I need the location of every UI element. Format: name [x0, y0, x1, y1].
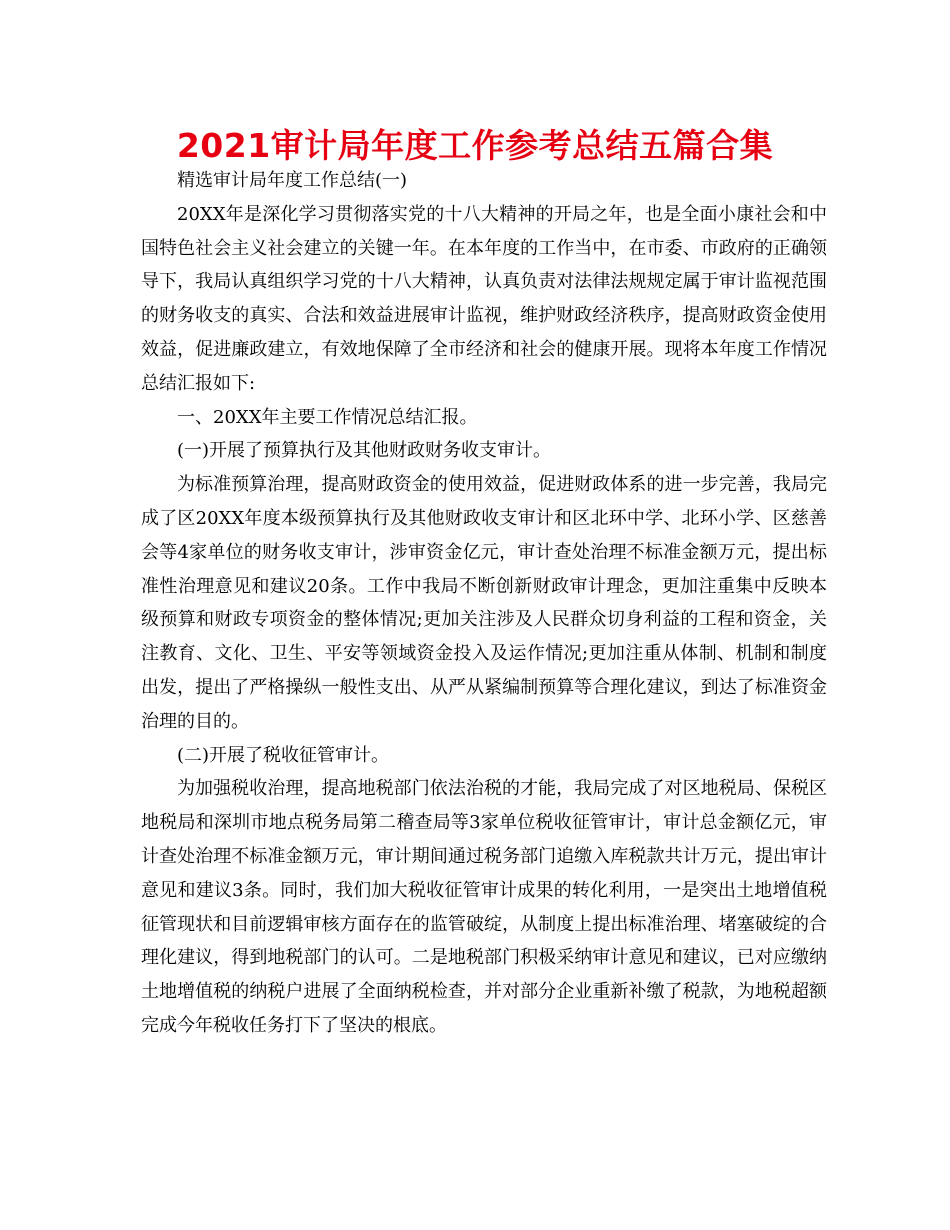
paragraph-subheading-2: (二)开展了税收征管审计。	[177, 744, 390, 766]
paragraph-subtitle: 精选审计局年度工作总结(一)	[177, 170, 408, 191]
paragraph-budget-audit: 为标准预算治理，提高财政资金的使用效益，促进财政体系的进一步完善，我局完成了区20XX年度本级预算执行及其他财政收支审计和区北环中学、北环小学、区慈善会等4家单位的财务收支审计，涉审资金亿元，审计查处治理不标准金额万元，提出标准性治理意见和建议20条。工作中我局不断创新财政审计理念，更加注重集中反映本级预算和财政专项资金的整体情况;更加关注涉及人民群众切身利益的工程和资金，关注教育、文化、卫生、平安等领域资金投入及运作情况;更加注重从体制、机制和制度出发，提出了严格操纵一般性支出、从严从紧编制预算等合理化建议，到达了标准资金治理的目的。	[141, 474, 827, 732]
paragraph-subheading-1: (一)开展了预算执行及其他财政财务收支审计。	[177, 440, 552, 462]
paragraph-section-heading: 一、20XX年主要工作情况总结汇报。	[177, 406, 478, 428]
paragraph-tax-audit: 为加强税收治理，提高地税部门依法治税的才能，我局完成了对区地税局、保税区地税局和深圳市地点税务局第二稽查局等3家单位税收征管审计，审计总金额亿元，审计查处治理不标准金额万元，审计期间通过税务部门追缴入库税款共计万元，提出审计意见和建议3条。同时，我们加大税收征管审计成果的转化利用，一是突出土地增值税征管现状和目前逻辑审核方面存在的监管破绽，从制度上提出标准治理、堵塞破绽的合理化建议，得到地税部门的认可。二是地税部门积极采纳审计意见和建议，已对应缴纳土地增值税的纳税户进展了全面纳税检查，并对部分企业重新补缴了税款，为地税超额完成今年税收任务打下了坚决的根底。	[141, 778, 827, 1036]
paragraph-intro: 20XX年是深化学习贯彻落实党的十八大精神的开局之年，也是全面小康社会和中国特色社会主义社会建立的关键一年。在本年度的工作当中，在市委、市政府的正确领导下，我局认真组织学习党的十八大精神，认真负责对法律法规规定属于审计监视范围的财务收支的真实、合法和效益进展审计监视，维护财政经济秩序，提高财政资金使用效益，促进廉政建立，有效地保障了全市经济和社会的健康开展。现将本年度工作情况总结汇报如下:	[141, 203, 827, 394]
document-body	[141, 164, 827, 1043]
document-title: 2021审计局年度工作参考总结五篇合集	[176, 126, 774, 165]
